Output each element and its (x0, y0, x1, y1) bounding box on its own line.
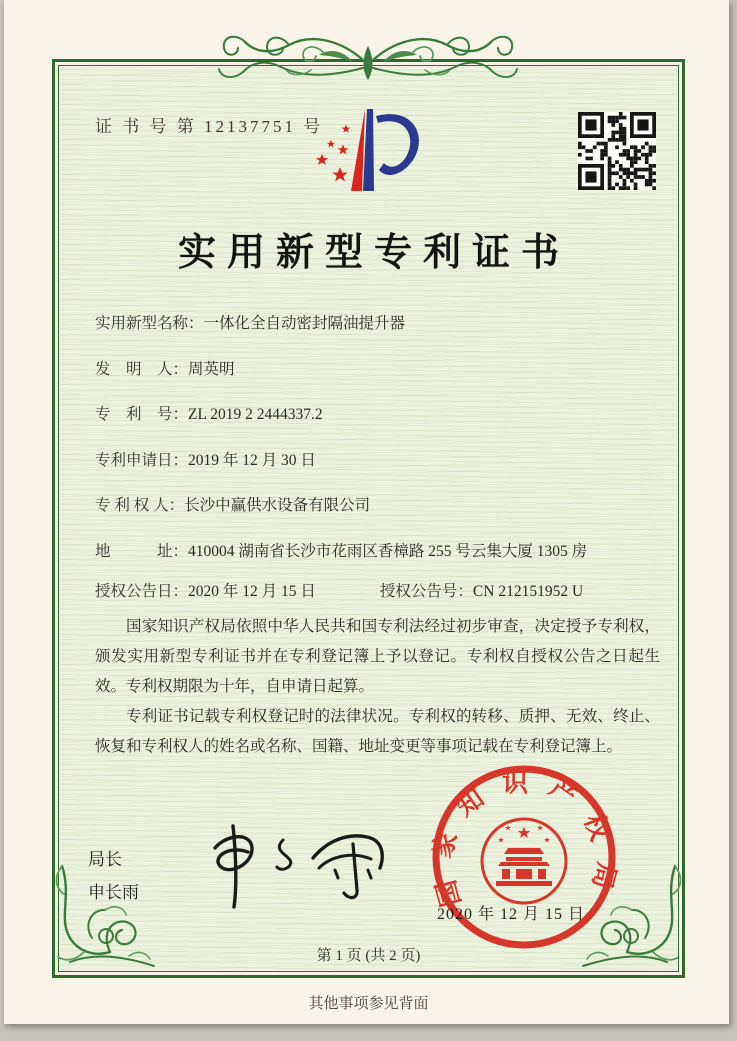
field-label: 专利申请日： (95, 451, 189, 469)
field-value: 410004 湖南省长沙市花雨区香樟路 255 号云集大厦 1305 房 (188, 542, 588, 560)
seal-text: 国家知识产权局 (426, 768, 622, 910)
grant-no-value: CN 212151952 U (472, 583, 584, 600)
grant-no-label: 授权公告号： (379, 583, 473, 600)
seal-date: 2020 年 12 月 15 日 (437, 906, 586, 923)
field-label: 专 利 权 人： (95, 497, 185, 514)
qr-code (578, 112, 656, 190)
signatory-title: 局长 (88, 850, 122, 869)
signatory-block (88, 843, 139, 909)
legal-text (95, 612, 660, 762)
cnipa-logo-icon (300, 93, 440, 208)
page-number: 第 1 页 (共 2 页) (316, 948, 421, 964)
field-label: 专 利 号： (95, 406, 189, 423)
field-label: 地 址： (95, 542, 189, 560)
field-patentee (95, 494, 665, 518)
back-side-note: 其他事项参见背面 (308, 996, 429, 1012)
field-label: 发 明 人： (95, 360, 189, 378)
field-label: 授权公告日： (95, 583, 189, 600)
paragraph-2: 专利证书记载专利权登记时的法律状况。专利权的转移、质押、无效、终止、恢复和专利权人的姓名或名称、国籍、地址变更等事项记载在专利登记簿上。 (95, 708, 660, 755)
paragraph-1: 国家知识产权局依照中华人民共和国专利法经过初步审查，决定授予专利权，颁发实用新型专利证书并在专利登记簿上予以登记。专利权自授权公告之日起生效。专利权期限为十年，自申请日起算。 (95, 618, 660, 695)
svg-text:国家知识产权局 (427, 768, 622, 909)
field-name (95, 312, 665, 336)
field-value: 2020 年 12 月 15 日 (188, 583, 316, 600)
field-address (95, 540, 665, 564)
field-value: 长沙中赢供水设备有限公司 (184, 497, 371, 514)
field-inventor (95, 358, 665, 382)
field-grant-date-and-no (95, 580, 665, 604)
field-value: 一体化全自动密封隔油提升器 (203, 315, 406, 332)
signatory-name: 申长雨 (88, 883, 139, 902)
official-seal (424, 757, 624, 957)
field-patent-no (95, 403, 665, 427)
field-label: 实用新型名称： (95, 315, 204, 332)
field-value: 周英明 (188, 360, 235, 378)
field-list (95, 312, 665, 626)
field-filing-date (95, 449, 665, 473)
field-value: ZL 2019 2 2444337.2 (188, 406, 323, 423)
field-value: 2019 年 12 月 30 日 (188, 451, 316, 469)
page-title: 实用新型专利证书 (177, 232, 570, 274)
certificate-number: 证 书 号 第 12137751 号 (95, 117, 324, 136)
signature-shen-changyu-icon (185, 810, 400, 915)
